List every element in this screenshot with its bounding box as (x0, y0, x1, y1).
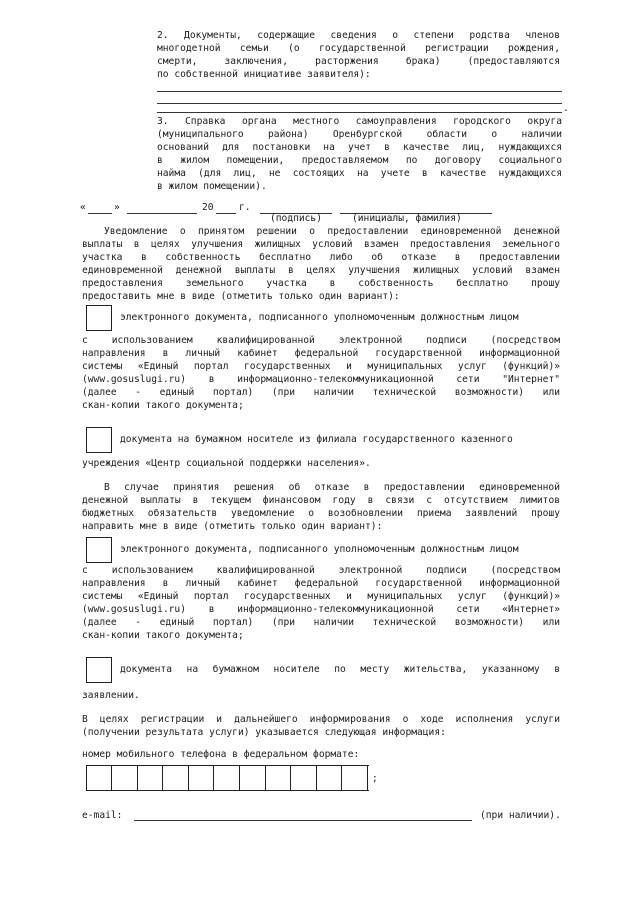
phone-digit-cell[interactable] (266, 766, 291, 790)
signature-caption: (подпись) (270, 213, 322, 224)
notice2-line4: направить мне в виде (отметить только один вариант): (82, 521, 383, 532)
item3-line6: в жилом помещении). (157, 181, 267, 192)
item2-line2: многодетной семьи (о государственной регистрации рождения, (157, 43, 560, 54)
option1-line7: скан-копии такого документа; (82, 400, 244, 411)
option1-checkbox[interactable] (86, 305, 112, 331)
option3-line2: с использованием квалифицированной электронной подписи (посредством (82, 565, 560, 576)
item2-blank-line-3[interactable] (157, 112, 562, 113)
notice1-line1: Уведомление о принятом решении о предоставлении единовременной денежной (104, 226, 560, 237)
option3-checkbox[interactable] (86, 537, 112, 563)
notice1-line3: участка в собственность бесплатно либо об отказе в предоставлении (82, 252, 560, 263)
item2-line4: по собственной инициативе заявителя): (157, 69, 371, 80)
phone-digit-cell[interactable] (164, 766, 189, 790)
option1-first-line: электронного документа, подписанного уполномоченным должностным лицом (120, 312, 519, 323)
date-month-field[interactable] (127, 213, 197, 214)
item3-line1: 3. Справка органа местного самоуправления городского округа (157, 116, 562, 127)
item2-blank-line-2[interactable] (157, 103, 562, 104)
phone-digit-cell[interactable] (138, 766, 163, 790)
item3-line4: в жилом помещении, предоставляемом по договору социального (157, 155, 562, 166)
option3-line6: (далее - единый портал) (при наличии технической возможности) или (82, 617, 560, 628)
notice2-line3: бюджетных обязательств уведомление о возобновлении приема заявлений прошу (82, 508, 560, 519)
phone-digit-cell[interactable] (241, 766, 266, 790)
phone-digit-cell[interactable] (87, 766, 112, 790)
option1-line2: с использованием квалифицированной электронной подписи (посредством (82, 335, 560, 346)
phone-label: номер мобильного телефона в федеральном формате: (82, 749, 360, 760)
date-g: г. (239, 202, 251, 213)
email-field[interactable] (134, 820, 472, 821)
notice1-line2: выплаты в целях улучшения жилищных условий взамен предоставления земельного (82, 239, 560, 250)
option4-first-line: документа на бумажном носителе по месту жительства, указанному в (120, 664, 560, 675)
item2-line3: смерти, заключения, расторжения брака) (предоставляются (157, 56, 560, 67)
phone-digit-cell[interactable] (215, 766, 240, 790)
name-caption: (инициалы, фамилия) (352, 213, 462, 224)
option1-line4: системы «Единый портал государственных и муниципальных услуг (функций)» (82, 361, 560, 372)
item3-line5: найма (для лиц, не состоящих на учете в качестве нуждающихся (157, 168, 562, 179)
item2-line1: 2. Документы, содержащие сведения о степени родства членов (157, 30, 560, 41)
date-year-field[interactable] (216, 213, 236, 214)
option3-line3: направления в личный кабинет федеральной государственной информационной (82, 578, 560, 589)
phone-digit-cell[interactable] (189, 766, 214, 790)
notice1-line5: предоставления земельного участка в собственность бесплатно прошу (82, 278, 560, 289)
phone-digit-cell[interactable] (343, 766, 368, 790)
date-day-field[interactable] (88, 213, 112, 214)
option1-line3: направления в личный кабинет федеральной государственной информационной (82, 348, 560, 359)
date-quote-open: « (80, 202, 86, 213)
option3-line5: (www.gosuslugi.ru) в информационно-телекоммуникационной сети «Интернет» (82, 604, 560, 615)
phone-digit-cell[interactable] (292, 766, 317, 790)
reg-line1: В целях регистрации и дальнейшего информирования о ходе исполнения услуги (82, 714, 560, 725)
option4-line2: заявлении. (82, 690, 140, 701)
item3-line3: оснований для постановки на учет в качестве лиц, нуждающихся (157, 142, 562, 153)
phone-semicolon: ; (372, 773, 378, 784)
option1-line5: (www.gosuslugi.ru) в информационно-телекоммуникационной сети "Интернет" (82, 374, 560, 385)
notice2-line2: денежной выплаты в текущем финансовом году в связи с отсутствием лимитов (82, 495, 560, 506)
notice1-line4: единовременной денежной выплаты в целях улучшения жилищных условий взамен (82, 265, 560, 276)
email-label: e-mail: (82, 810, 123, 821)
phone-digit-cell[interactable] (113, 766, 138, 790)
option3-first-line: электронного документа, подписанного уполномоченным должностным лицом (120, 544, 519, 555)
email-optional-note: (при наличии). (480, 810, 561, 821)
option2-line2: учреждения «Центр социальной поддержки населения». (82, 458, 371, 469)
option2-first-line: документа на бумажном носителе из филиала государственного казенного (120, 434, 513, 445)
notice2-line1: В случае принятия решения об отказе в предоставлении единовременной (104, 482, 560, 493)
option3-line7: скан-копии такого документа; (82, 630, 244, 641)
item2-blank-line-1[interactable] (157, 91, 562, 92)
option1-line6: (далее - единый портал) (при наличии технической возможности) или (82, 387, 560, 398)
notice1-line6: предоставить мне в виде (отметить только один вариант): (82, 291, 400, 302)
option4-checkbox[interactable] (86, 657, 112, 683)
date-year-prefix: 20 (202, 202, 214, 213)
date-quote-close: » (114, 202, 120, 213)
option2-checkbox[interactable] (86, 427, 112, 453)
reg-line2: (получении результата услуги) указывается следующая информация: (82, 727, 446, 738)
phone-digit-cell[interactable] (317, 766, 342, 790)
option3-line4: системы «Единый портал государственных и муниципальных услуг (функций)» (82, 591, 560, 602)
phone-input-grid[interactable] (86, 765, 369, 791)
item3-line2: (муниципального района) Оренбургской области о наличии (157, 129, 562, 140)
item2-end-dot: . (563, 103, 569, 114)
